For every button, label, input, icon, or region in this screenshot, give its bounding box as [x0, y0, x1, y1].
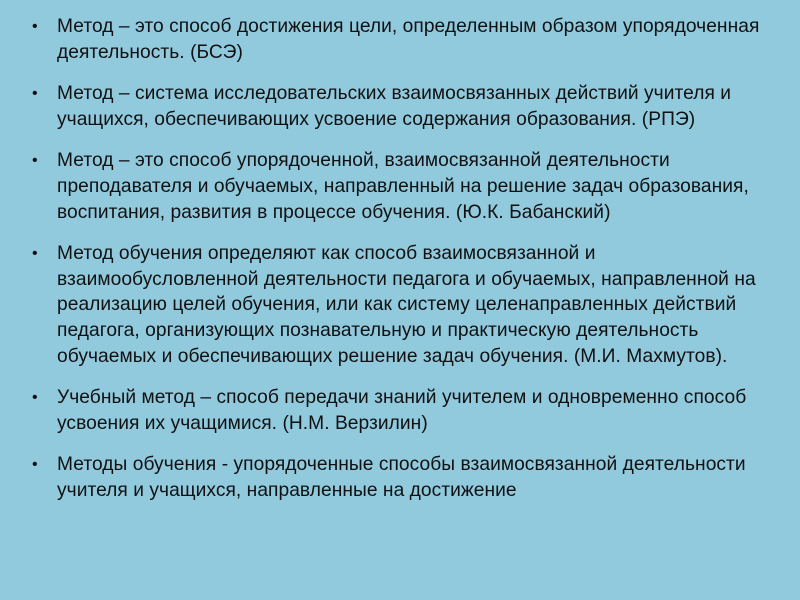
list-item-text: Метод – это способ достижения цели, определенным образом упорядоченная деятельность. (БСЭ) — [57, 16, 760, 63]
list-item — [0, 452, 800, 503]
bullet-icon: • — [32, 245, 38, 263]
bullet-icon: • — [32, 456, 38, 474]
list-item — [0, 241, 800, 369]
list-item-text: Метод – система исследовательских взаимосвязанных действий учителя и учащихся, обеспечивающих усвоение содержания образования. (РПЭ) — [57, 83, 732, 130]
bullet-icon: • — [32, 389, 38, 407]
list-item-text: Метод обучения определяют как способ взаимосвязанной и взаимообусловленной деятельности педагога и обучаемых, направленной на реализацию целей обучения, или как систему целенаправленных действий педагога, организующих познавательную и практическую деятельность обучаемых и обеспечивающих решение задач обучения. (М.И. Махмутов). — [57, 243, 756, 367]
list-item-text: Методы обучения - упорядоченные способы взаимосвязанной деятельности учителя и учащихся, направленные на достижение — [57, 454, 746, 501]
list-item-text: Учебный метод – способ передачи знаний учителем и одновременно способ усвоения их учащимися. (Н.М. Верзилин) — [57, 387, 747, 434]
bullet-icon: • — [32, 18, 38, 35]
list-item — [0, 14, 800, 65]
bullet-icon: • — [32, 85, 38, 103]
definitions-list — [0, 14, 800, 520]
list-item — [0, 148, 800, 225]
list-item-text: Метод – это способ упорядоченной, взаимосвязанной деятельности преподавателя и обучаемых, направленный на решение задач образования, воспитания, развития в процессе обучения. (Ю.К. Бабанский) — [57, 150, 749, 223]
list-item — [0, 81, 800, 132]
bullet-icon: • — [32, 152, 38, 170]
list-item — [0, 385, 800, 436]
